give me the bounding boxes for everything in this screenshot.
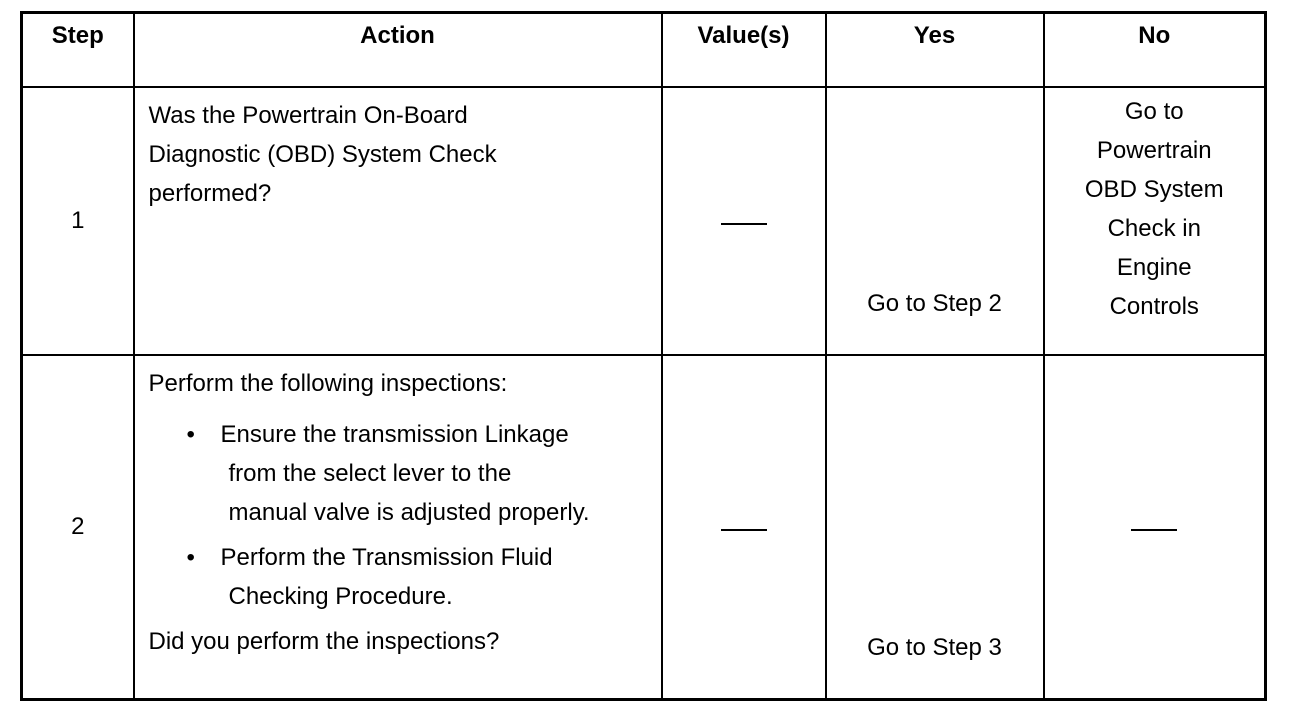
table-row: [22, 355, 1266, 699]
header-step: Step: [22, 13, 134, 88]
value-cell: [662, 87, 826, 355]
list-item: [149, 538, 649, 616]
no-cell: [1044, 355, 1266, 699]
action-cell: [134, 355, 662, 699]
bullet-text-cont: from the select lever to the: [228, 460, 512, 487]
bullet-text-cont: manual valve is adjusted properly.: [228, 499, 590, 526]
header-action: Action: [134, 13, 662, 88]
header-no: No: [1044, 13, 1266, 88]
empty-value-dash: [721, 223, 767, 225]
no-cell: [1044, 87, 1266, 355]
action-line: Diagnostic (OBD) System Check: [148, 141, 497, 168]
bullet-text: Ensure the transmission Linkage: [220, 421, 569, 448]
no-line: OBD System: [1084, 176, 1224, 203]
bullet-text-cont: Checking Procedure.: [228, 583, 453, 610]
step-number: 2: [22, 355, 134, 699]
no-line: Engine: [1116, 254, 1192, 281]
no-line: Controls: [1109, 293, 1199, 320]
header-yes: Yes: [826, 13, 1044, 88]
action-intro: Perform the following inspections:: [148, 370, 508, 397]
yes-cell: Go to Step 3: [826, 355, 1044, 699]
step-number: 1: [22, 87, 134, 355]
inspection-list: [149, 415, 649, 616]
action-cell: [134, 87, 662, 355]
action-question: Did you perform the inspections?: [148, 628, 500, 655]
bullet-icon: •: [186, 421, 195, 448]
header-row: [22, 13, 1266, 88]
no-line: Go to: [1124, 98, 1184, 125]
yes-cell: Go to Step 2: [826, 87, 1044, 355]
value-cell: [662, 355, 826, 699]
action-line: performed?: [148, 180, 272, 207]
action-line: Was the Powertrain On-Board: [148, 102, 468, 129]
no-line: Check in: [1107, 215, 1201, 242]
header-values: Value(s): [662, 13, 826, 88]
bullet-text: Perform the Transmission Fluid: [220, 544, 553, 571]
empty-no-dash: [1131, 529, 1177, 531]
table-row: [22, 87, 1266, 355]
no-line: Powertrain: [1096, 137, 1212, 164]
diagnostic-table: [20, 11, 1267, 701]
list-item: [149, 415, 649, 532]
empty-value-dash: [721, 529, 767, 531]
bullet-icon: •: [186, 544, 195, 571]
